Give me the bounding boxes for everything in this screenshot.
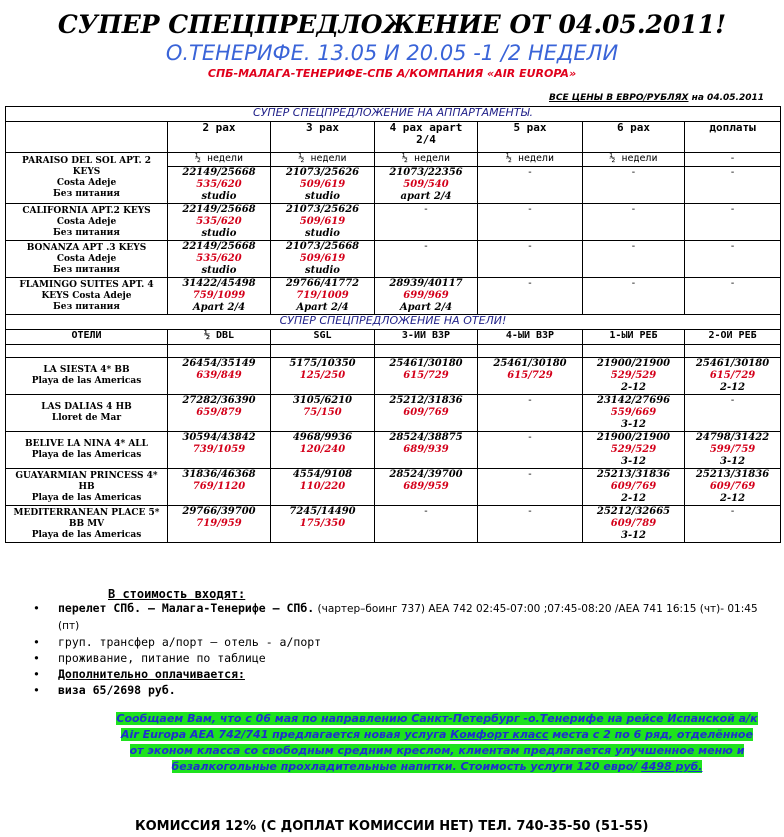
price-cell xyxy=(583,204,685,241)
price-rub: 21073/25626 xyxy=(285,204,360,215)
price-rub: 4968/9936 xyxy=(292,432,353,443)
empty-value: - xyxy=(528,469,532,480)
empty-value: - xyxy=(528,278,532,289)
blank-row xyxy=(6,345,781,358)
column-header: 2 pax xyxy=(168,122,271,153)
apartment-row xyxy=(6,241,781,278)
meal-plan: Без питания xyxy=(53,264,120,275)
price-eur: 609/769 xyxy=(403,407,449,418)
visa-text: виза 65/2698 руб. xyxy=(58,683,176,697)
empty-value: - xyxy=(730,167,735,178)
included-flight xyxy=(33,600,763,634)
hotel-location: Costa Adeje xyxy=(56,216,117,227)
apartment-row xyxy=(6,204,781,241)
column-header: SGL xyxy=(271,330,375,345)
hotel-row xyxy=(6,506,781,543)
price-rub: 22149/25668 xyxy=(182,241,256,252)
price-cell xyxy=(685,204,781,241)
price-note: 3-12 xyxy=(620,456,647,467)
price-cell xyxy=(478,278,583,315)
hotel-location: Costa Adeje xyxy=(56,178,117,188)
column-header: 3-ИЙ ВЗР xyxy=(375,330,478,345)
included-accommodation xyxy=(33,650,763,666)
hotel-location: Costa Adeje xyxy=(56,253,117,264)
empty-value: - xyxy=(631,278,636,289)
footer-commission: КОМИССИЯ 12% (С ДОПЛАТ КОМИССИИ НЕТ) ТЕЛ. 740-35-50 (51-55) xyxy=(135,819,649,834)
promo-price: 4498 руб. xyxy=(641,760,703,773)
price-cell xyxy=(478,395,583,432)
price-cell xyxy=(168,167,271,204)
price-rub: 31836/46368 xyxy=(182,469,256,480)
empty-value: - xyxy=(424,241,428,252)
price-rub: 25461/30180 xyxy=(695,358,770,369)
price-cell xyxy=(685,278,781,315)
price-cell xyxy=(478,167,583,204)
empty-value: - xyxy=(528,241,532,252)
price-eur: 509/619 xyxy=(299,216,346,227)
price-cell xyxy=(168,358,271,395)
sub-header: ½ недели xyxy=(478,153,583,167)
prices-note xyxy=(549,93,764,103)
column-header: 6 pax xyxy=(583,122,685,153)
hotel-name-cell xyxy=(6,432,168,469)
price-rub: 21073/22356 xyxy=(389,167,463,178)
page-subtitle: О.ТЕНЕРИФЕ. 13.05 И 20.05 -1 /2 НЕДЕЛИ xyxy=(165,41,619,65)
price-rub: 22149/25668 xyxy=(182,204,256,215)
empty-value: - xyxy=(528,395,532,406)
blank-cell xyxy=(168,345,271,358)
price-cell xyxy=(478,432,583,469)
price-note: 2-12 xyxy=(720,382,746,393)
price-cell xyxy=(271,469,375,506)
price-rub: 25213/31836 xyxy=(695,469,770,480)
empty-value: - xyxy=(528,204,532,215)
price-cell xyxy=(375,204,478,241)
price-note: 2-12 xyxy=(620,493,647,504)
price-cell xyxy=(375,395,478,432)
route-line: СПБ-МАЛАГА-ТЕНЕРИФЕ-СПБ А/КОМПАНИЯ «AIR EUROPA» xyxy=(207,67,577,80)
sub-header: ½ недели xyxy=(168,153,271,167)
price-eur: 599/759 xyxy=(709,444,756,455)
price-eur: 615/729 xyxy=(709,370,756,381)
price-cell xyxy=(271,241,375,278)
price-eur: 529/529 xyxy=(610,370,657,381)
column-header: ½ DBL xyxy=(168,330,271,345)
price-eur: 689/939 xyxy=(403,444,449,455)
price-eur: 125/250 xyxy=(299,370,346,381)
meal-plan: Без питания xyxy=(53,227,120,238)
hotel-name: LA SIESTA 4* BB xyxy=(43,365,130,375)
price-rub: 7245/14490 xyxy=(289,506,356,517)
empty-value: - xyxy=(424,506,428,517)
price-eur: 719/959 xyxy=(196,518,242,529)
price-cell xyxy=(168,278,271,315)
hotel-row xyxy=(6,358,781,395)
column-header: 3 pax xyxy=(271,122,375,153)
price-note: Apart 2/4 xyxy=(296,302,349,313)
price-rub: 21900/21900 xyxy=(596,358,671,369)
extra-visa xyxy=(33,682,763,698)
empty-value: - xyxy=(528,167,532,178)
price-rub: 30594/43842 xyxy=(182,432,256,443)
price-eur: 559/669 xyxy=(610,407,657,418)
price-cell xyxy=(375,432,478,469)
price-eur: 639/849 xyxy=(196,370,242,381)
price-rub: 3105/6210 xyxy=(292,395,353,406)
hotel-row xyxy=(6,432,781,469)
bullet-icon: • xyxy=(33,683,40,697)
blank-cell xyxy=(478,345,583,358)
price-note: studio xyxy=(305,265,340,276)
price-cell xyxy=(168,469,271,506)
hotel-location: Playa de las Americas xyxy=(31,450,142,460)
price-eur: 535/620 xyxy=(196,216,242,227)
apartment-row xyxy=(6,278,781,315)
price-eur: 509/619 xyxy=(299,253,346,264)
price-rub: 4554/9108 xyxy=(292,469,353,480)
price-eur: 175/350 xyxy=(299,518,346,529)
hotels-section-row xyxy=(6,315,781,330)
price-cell xyxy=(478,241,583,278)
price-note: 3-12 xyxy=(620,419,647,430)
apartment-name-cell xyxy=(6,204,168,241)
transfer-text: груп. трансфер а/порт – отель - а/порт xyxy=(58,635,322,649)
blank-cell xyxy=(6,345,168,358)
price-eur: 719/1009 xyxy=(296,290,349,301)
price-note: apart 2/4 xyxy=(400,191,452,202)
empty-value: - xyxy=(528,506,532,517)
empty-value: - xyxy=(424,204,428,215)
hotel-name: FLAMINGO SUITES APT. 4 KEYS Costa Adeje xyxy=(19,279,154,301)
empty-value: - xyxy=(631,204,636,215)
hotel-name: BELIVE LA NINA 4* ALL xyxy=(25,439,148,449)
bullet-icon: • xyxy=(33,601,40,615)
price-note: studio xyxy=(201,265,237,276)
hotel-location: Lloret de Mar xyxy=(51,413,122,423)
price-rub: 25213/31836 xyxy=(596,469,671,480)
price-rub: 5175/10350 xyxy=(289,358,356,369)
hotel-name-cell xyxy=(6,358,168,395)
price-rub: 21073/25668 xyxy=(285,241,360,252)
column-header: 4-ЫЙ ВЗР xyxy=(478,330,583,345)
blank-cell xyxy=(583,345,685,358)
price-eur: 699/969 xyxy=(403,290,449,301)
hotel-row xyxy=(6,469,781,506)
price-rub: 28524/39700 xyxy=(389,469,463,480)
empty-value: - xyxy=(730,278,735,289)
promo-notice xyxy=(116,711,758,775)
price-cell xyxy=(478,358,583,395)
column-header: 1-ЫЙ РЕБ xyxy=(583,330,685,345)
price-note: studio xyxy=(201,191,237,202)
price-eur: 509/540 xyxy=(403,179,449,190)
price-eur: 529/529 xyxy=(610,444,657,455)
price-cell xyxy=(478,469,583,506)
price-note: 3-12 xyxy=(620,530,647,541)
extra-title: Дополнительно оплачивается: xyxy=(58,667,245,681)
price-rub: 22149/25668 xyxy=(182,167,256,178)
price-cell xyxy=(375,167,478,204)
price-cell xyxy=(168,204,271,241)
price-cell xyxy=(271,167,375,204)
hotel-name-cell xyxy=(6,469,168,506)
price-note: Apart 2/4 xyxy=(192,302,246,313)
price-rub: 29766/41772 xyxy=(285,278,360,289)
column-header: 2-ОЙ РЕБ xyxy=(685,330,781,345)
prices-note-date: на 04.05.2011 xyxy=(688,93,764,103)
price-note: studio xyxy=(305,228,340,239)
price-rub: 24798/31422 xyxy=(695,432,770,443)
price-note: 2-12 xyxy=(620,382,647,393)
price-cell xyxy=(583,506,685,543)
price-eur: 535/620 xyxy=(196,253,242,264)
flight-route: перелет СПб. – Малага-Тенерифе – СПб. xyxy=(58,601,315,615)
blank-cell xyxy=(685,345,781,358)
price-cell xyxy=(375,469,478,506)
price-rub: 25212/31836 xyxy=(389,395,463,406)
price-cell xyxy=(478,204,583,241)
apartment-row xyxy=(6,153,781,167)
promo-part1: Сообщаем Вам, что с 06 мая по направлению Санкт-Петербург -о.Тенерифе на рейсе Испанской а/к Air Europa AEA 742/741 предлагается новая услуга xyxy=(116,712,758,741)
hotels-header-row xyxy=(6,330,781,345)
bullet-icon: • xyxy=(33,667,40,681)
price-eur: 609/789 xyxy=(610,518,657,529)
sub-header: - xyxy=(685,153,781,167)
sub-header: ½ недели xyxy=(271,153,375,167)
empty-value: - xyxy=(730,506,735,517)
price-rub: 25212/32665 xyxy=(596,506,671,517)
empty-value: - xyxy=(528,432,532,443)
column-header: ОТЕЛИ xyxy=(6,330,168,345)
price-note: studio xyxy=(201,228,237,239)
price-cell xyxy=(583,358,685,395)
column-header: 5 pax xyxy=(478,122,583,153)
price-rub: 27282/36390 xyxy=(182,395,256,406)
hotel-row xyxy=(6,395,781,432)
price-cell xyxy=(271,432,375,469)
apartment-name-cell xyxy=(6,278,168,315)
price-cell xyxy=(583,395,685,432)
price-cell xyxy=(478,506,583,543)
price-eur: 615/729 xyxy=(403,370,449,381)
price-cell xyxy=(168,241,271,278)
hotel-name: PARAISO DEL SOL APT. 2 KEYS xyxy=(22,156,151,177)
hotel-location: Playa de las Americas xyxy=(31,376,142,386)
empty-value: - xyxy=(730,395,735,406)
price-eur: 689/959 xyxy=(403,481,449,492)
blank-cell xyxy=(271,345,375,358)
hotel-name: LAS DALIAS 4 HB xyxy=(41,402,132,412)
meal-plan: Без питания xyxy=(53,189,120,199)
price-eur: 75/150 xyxy=(303,407,342,418)
price-cell xyxy=(685,358,781,395)
apartments-section-row xyxy=(6,107,781,122)
promo-part2: места с 2 по 6 ряд, отделённое от эконом класса со свободным средним креслом, клиентам предлагается улучшенное меню и безалкогольные прохладительные напитки. Стоимость услуги 120 евро/ xyxy=(129,728,753,773)
price-eur: 739/1059 xyxy=(192,444,246,455)
sub-header: ½ недели xyxy=(375,153,478,167)
price-cell xyxy=(583,241,685,278)
price-cell xyxy=(271,358,375,395)
apartment-name-cell xyxy=(6,241,168,278)
price-cell xyxy=(685,432,781,469)
price-cell xyxy=(685,506,781,543)
apartments-header-row xyxy=(6,122,781,153)
price-cell xyxy=(168,395,271,432)
header-blank xyxy=(6,122,168,153)
price-cell xyxy=(375,358,478,395)
price-cell xyxy=(583,469,685,506)
promo-service: Комфорт класс xyxy=(450,728,549,741)
meal-plan: Без питания xyxy=(53,301,120,312)
extra-title-item xyxy=(33,666,763,682)
page-title: СУПЕР СПЕЦПРЕДЛОЖЕНИЕ ОТ 04.05.2011! xyxy=(57,10,727,39)
column-header: 4 pax apart 2/4 xyxy=(375,122,478,153)
price-cell xyxy=(271,204,375,241)
hotel-location: Playa de las Americas xyxy=(31,529,142,540)
price-cell xyxy=(583,167,685,204)
hotel-name: GUAYARMIAN PRINCESS 4* HB xyxy=(15,470,158,492)
price-cell xyxy=(583,432,685,469)
hotel-location: Playa de las Americas xyxy=(31,492,142,503)
price-note: 3-12 xyxy=(720,456,746,467)
prices-note-currency: ВСЕ ЦЕНЫ В ЕВРО/РУБЛЯХ xyxy=(548,93,689,103)
hotels-section-title: СУПЕР СПЕЦПРЕДЛОЖЕНИЕ НА ОТЕЛИ! xyxy=(6,315,781,330)
flight-details: (чартер–боинг 737) AEA 742 02:45-07:00 ;07:45-08:20 /AEA 741 16:15 (чт)- 01:45 (пт) xyxy=(58,603,758,632)
apartment-name-cell xyxy=(6,153,168,204)
price-eur: 769/1120 xyxy=(192,481,246,492)
price-table-body xyxy=(6,107,781,543)
included-list xyxy=(33,600,763,698)
empty-value: - xyxy=(730,204,735,215)
price-cell xyxy=(271,278,375,315)
price-rub: 28939/40117 xyxy=(389,278,463,289)
price-eur: 615/729 xyxy=(507,370,553,381)
price-rub: 25461/30180 xyxy=(389,358,463,369)
price-eur: 609/769 xyxy=(709,481,756,492)
price-rub: 23142/27696 xyxy=(596,395,671,406)
price-cell xyxy=(271,506,375,543)
price-rub: 25461/30180 xyxy=(493,358,567,369)
price-eur: 659/879 xyxy=(196,407,242,418)
hotel-name-cell xyxy=(6,506,168,543)
price-cell xyxy=(685,469,781,506)
price-rub: 21900/21900 xyxy=(596,432,671,443)
bullet-icon: • xyxy=(33,635,40,649)
price-eur: 509/619 xyxy=(299,179,346,190)
price-cell xyxy=(583,278,685,315)
accommodation-text: проживание, питание по таблице xyxy=(58,651,266,665)
price-eur: 609/769 xyxy=(610,481,657,492)
apartments-section-title: СУПЕР СПЕЦПРЕДЛОЖЕНИЕ НА АППАРТАМЕНТЫ. xyxy=(6,107,781,122)
price-eur: 120/240 xyxy=(299,444,346,455)
price-eur: 110/220 xyxy=(299,481,346,492)
hotel-name: BONANZA APT .3 KEYS xyxy=(26,242,147,253)
price-cell xyxy=(375,241,478,278)
price-rub: 28524/38875 xyxy=(389,432,463,443)
hotel-name: CALIFORNIA APT.2 KEYS xyxy=(22,205,151,216)
price-rub: 26454/35149 xyxy=(182,358,256,369)
price-cell xyxy=(168,432,271,469)
price-note: studio xyxy=(305,191,340,202)
price-cell xyxy=(375,506,478,543)
included-title: В стоимость входят: xyxy=(108,587,246,601)
column-header: доплаты xyxy=(685,122,781,153)
price-table xyxy=(5,106,781,543)
bullet-icon: • xyxy=(33,651,40,665)
hotel-name-cell xyxy=(6,395,168,432)
price-rub: 29766/39700 xyxy=(182,506,256,517)
price-note: Apart 2/4 xyxy=(399,302,453,313)
price-cell xyxy=(685,167,781,204)
empty-value: - xyxy=(631,241,636,252)
sub-header: ½ недели xyxy=(583,153,685,167)
empty-value: - xyxy=(631,167,636,178)
price-rub: 21073/25626 xyxy=(285,167,360,178)
price-cell xyxy=(685,241,781,278)
hotel-name: MEDITERRANEAN PLACE 5* BB MV xyxy=(13,507,160,529)
included-transfer xyxy=(33,634,763,650)
price-cell xyxy=(271,395,375,432)
price-cell xyxy=(375,278,478,315)
blank-cell xyxy=(375,345,478,358)
price-cell xyxy=(685,395,781,432)
price-note: 2-12 xyxy=(720,493,746,504)
price-eur: 759/1099 xyxy=(192,290,246,301)
price-rub: 31422/45498 xyxy=(182,278,256,289)
price-eur: 535/620 xyxy=(196,179,242,190)
empty-value: - xyxy=(730,241,735,252)
price-cell xyxy=(168,506,271,543)
